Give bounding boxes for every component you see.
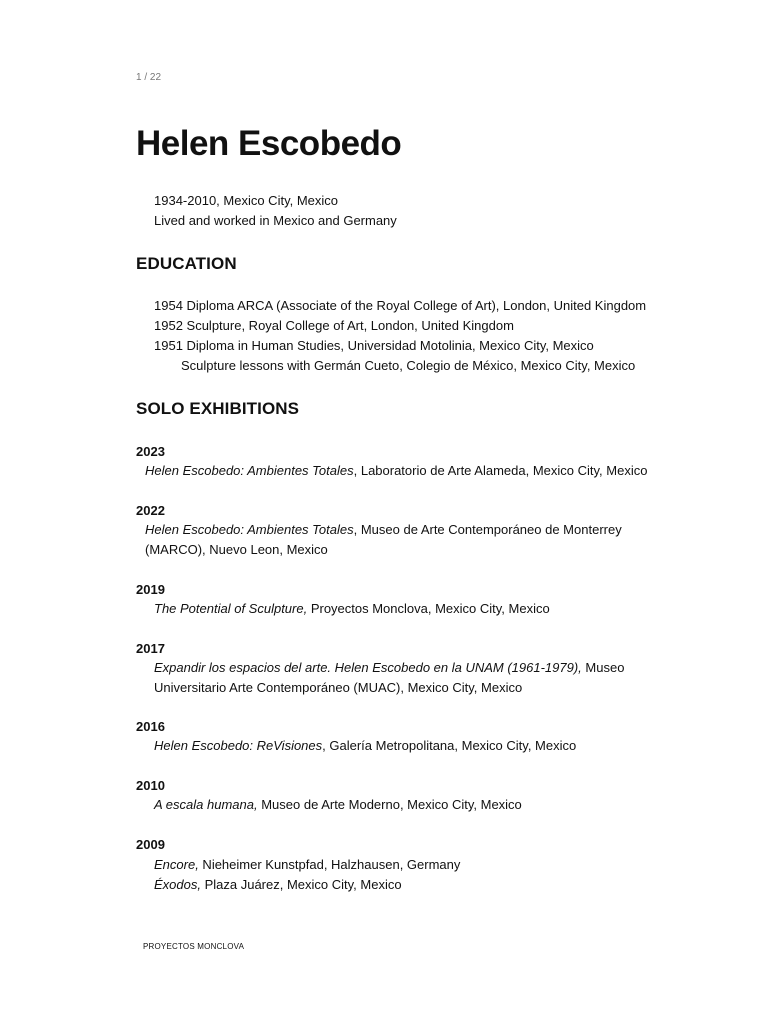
education-heading: EDUCATION [136,254,237,273]
exhibition-year: 2017 [136,641,165,656]
exhibition-title: Helen Escobedo: ReVisiones [154,738,323,753]
bio-residence: Lived and worked in Mexico and Germany [154,213,397,228]
exhibition-title: Encore, [154,857,199,872]
exhibition-venue: , Museo de Arte Contemporáneo de Monterrey (MARCO), Nuevo Leon, Mexico [145,522,622,557]
exhibition-venue: Proyectos Monclova, Mexico City, Mexico [307,601,550,616]
bio-dates: 1934-2010, Mexico City, Mexico [154,193,339,208]
exhibition-venue: , Galería Metropolitana, Mexico City, Mexico [322,738,577,753]
solo-exhibitions-heading: SOLO EXHIBITIONS [136,399,300,418]
exhibition-venue: Museo de Arte Moderno, Mexico City, Mexico [257,797,522,812]
exhibition-title: Helen Escobedo: Ambientes Totales [145,463,354,478]
exhibition-year: 2016 [136,719,165,734]
exhibition-entry [154,855,714,875]
exhibition-year: 2009 [136,837,165,852]
exhibition-entry [154,599,714,619]
exhibition-venue: Nieheimer Kunstpfad, Halzhausen, Germany [198,857,461,872]
exhibition-year: 2022 [136,503,165,518]
exhibition-entry [145,520,660,560]
exhibition-title: A escala humana, [154,797,258,812]
education-item: Sculpture lessons with Germán Cueto, Colegio de México, Mexico City, Mexico [181,358,636,373]
exhibition-year: 2019 [136,582,165,597]
education-item: 1954 Diploma ARCA (Associate of the Royal College of Art), London, United Kingdom [154,298,647,313]
page-indicator: 1 / 22 [136,72,162,83]
artist-name: Helen Escobedo [136,124,402,163]
education-item: 1952 Sculpture, Royal College of Art, London, United Kingdom [154,318,514,333]
exhibition-year: 2010 [136,778,165,793]
exhibition-entry [154,875,714,895]
exhibition-year: 2023 [136,444,165,459]
exhibition-entry [154,795,714,815]
exhibition-entry [154,736,714,756]
exhibition-title: The Potential of Sculpture, [154,601,308,616]
exhibition-venue: Plaza Juárez, Mexico City, Mexico [200,877,402,892]
footer-gallery-name: PROYECTOS MONCLOVA [143,942,245,951]
exhibition-venue: Museo Universitario Arte Contemporáneo (MUAC), Mexico City, Mexico [154,660,625,695]
exhibition-title: Éxodos, [154,877,201,892]
exhibition-venue: , Laboratorio de Arte Alameda, Mexico City, Mexico [353,463,648,478]
exhibition-title: Helen Escobedo: Ambientes Totales [145,522,354,537]
exhibition-entry [145,461,705,481]
exhibition-entry [154,658,674,698]
education-item: 1951 Diploma in Human Studies, Universidad Motolinia, Mexico City, Mexico [154,338,594,353]
education-list [154,296,646,376]
bio-block [154,191,397,231]
exhibition-title: Expandir los espacios del arte. Helen Escobedo en la UNAM (1961-1979), [154,660,582,675]
